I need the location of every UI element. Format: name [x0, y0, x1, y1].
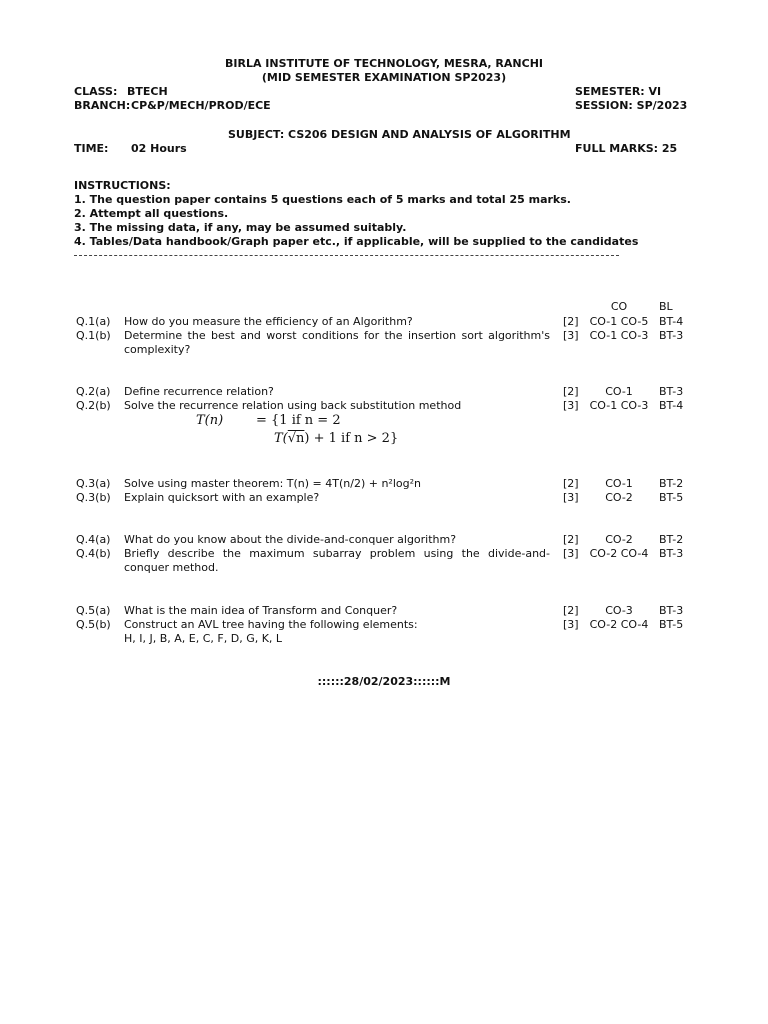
question-co: CO-2 — [605, 533, 633, 546]
exam-date-footer: ::::::28/02/2023::::::M — [317, 675, 451, 688]
question-marks: [3] — [563, 329, 579, 342]
question-marks: [2] — [563, 477, 579, 490]
instruction-item: 4. Tables/Data handbook/Graph paper etc., if applicable, will be supplied to the candidates — [74, 235, 639, 248]
branch-value: CP&P/MECH/PROD/ECE — [131, 99, 271, 112]
exam-title: (MID SEMESTER EXAMINATION SP2023) — [261, 71, 507, 84]
question-marks: [2] — [563, 315, 579, 328]
co-column-header: CO — [610, 300, 628, 313]
question-co: CO-2 CO-4 — [589, 547, 649, 560]
question-bl: BT-4 — [659, 399, 684, 412]
question-text: What is the main idea of Transform and Conquer? — [124, 604, 398, 617]
question-co: CO-1 CO-5 — [589, 315, 649, 328]
dashed-divider — [74, 255, 619, 256]
question-marks: [2] — [563, 604, 579, 617]
question-bl: BT-5 — [659, 618, 684, 631]
question-bl: BT-3 — [659, 385, 684, 398]
class-label: CLASS: — [74, 85, 118, 98]
question-marks: [3] — [563, 618, 579, 631]
formula-line-1: = {1 if n = 2 — [256, 413, 341, 428]
question-id: Q.2(a) — [76, 385, 111, 398]
question-text: Briefly describe the maximum subarray problem using the divide-and-conquer method. — [124, 547, 550, 574]
question-marks: [3] — [563, 399, 579, 412]
bl-column-header: BL — [659, 300, 673, 313]
question-bl: BT-3 — [659, 604, 684, 617]
question-id: Q.1(a) — [76, 315, 111, 328]
question-bl: BT-5 — [659, 491, 684, 504]
question-marks: [3] — [563, 491, 579, 504]
question-text: Explain quicksort with an example? — [124, 491, 320, 504]
semester: SEMESTER: VI — [575, 85, 662, 98]
formula-line-2-prefix: T( — [274, 431, 288, 446]
question-text: What do you know about the divide-and-conquer algorithm? — [124, 533, 457, 546]
question-co: CO-1 CO-3 — [589, 329, 649, 342]
question-id: Q.4(b) — [76, 547, 111, 560]
question-text: Define recurrence relation? — [124, 385, 274, 398]
branch-label: BRANCH: — [74, 99, 131, 112]
question-bl: BT-3 — [659, 547, 684, 560]
subject: SUBJECT: CS206 DESIGN AND ANALYSIS OF ALGORITHM — [228, 128, 571, 141]
question-marks: [2] — [563, 385, 579, 398]
class-value: BTECH — [127, 85, 168, 98]
question-co: CO-1 — [605, 385, 633, 398]
question-bl: BT-2 — [659, 533, 684, 546]
question-id: Q.2(b) — [76, 399, 111, 412]
formula-lhs: T(n) — [196, 413, 224, 428]
question-id: Q.4(a) — [76, 533, 111, 546]
question-bl: BT-3 — [659, 329, 684, 342]
question-id: Q.3(b) — [76, 491, 111, 504]
question-id: Q.5(b) — [76, 618, 111, 631]
institute-name: BIRLA INSTITUTE OF TECHNOLOGY, MESRA, RANCHI — [225, 57, 543, 70]
time-label: TIME: — [74, 142, 109, 155]
instructions-title: INSTRUCTIONS: — [74, 179, 171, 192]
question-text: Construct an AVL tree having the following elements: — [124, 618, 418, 631]
question-co: CO-2 CO-4 — [589, 618, 649, 631]
question-text: Determine the best and worst conditions for the insertion sort algorithm's complexity? — [124, 329, 550, 356]
question-co: CO-1 CO-3 — [589, 399, 649, 412]
full-marks: FULL MARKS: 25 — [575, 142, 678, 155]
question-id: Q.3(a) — [76, 477, 111, 490]
formula-root: √n — [287, 431, 305, 446]
formula-line-2 — [274, 431, 398, 446]
instruction-item: 3. The missing data, if any, may be assumed suitably. — [74, 221, 407, 234]
avl-elements: H, I, J, B, A, E, C, F, D, G, K, L — [124, 632, 283, 645]
time-value: 02 Hours — [131, 142, 187, 155]
question-id: Q.5(a) — [76, 604, 111, 617]
question-co: CO-2 — [605, 491, 633, 504]
session: SESSION: SP/2023 — [575, 99, 688, 112]
question-bl: BT-4 — [659, 315, 684, 328]
question-text: Solve the recurrence relation using back substitution method — [124, 399, 462, 412]
question-co: CO-3 — [605, 604, 633, 617]
question-id: Q.1(b) — [76, 329, 111, 342]
question-bl: BT-2 — [659, 477, 684, 490]
question-co: CO-1 — [605, 477, 633, 490]
formula-line-2-suffix: ) + 1 if n > 2} — [304, 431, 399, 446]
instruction-item: 1. The question paper contains 5 questions each of 5 marks and total 25 marks. — [74, 193, 571, 206]
question-text: How do you measure the efficiency of an Algorithm? — [124, 315, 413, 328]
instruction-item: 2. Attempt all questions. — [74, 207, 229, 220]
question-marks: [3] — [563, 547, 579, 560]
question-marks: [2] — [563, 533, 579, 546]
question-text: Solve using master theorem: T(n) = 4T(n/2) + n²log²n — [124, 477, 421, 490]
